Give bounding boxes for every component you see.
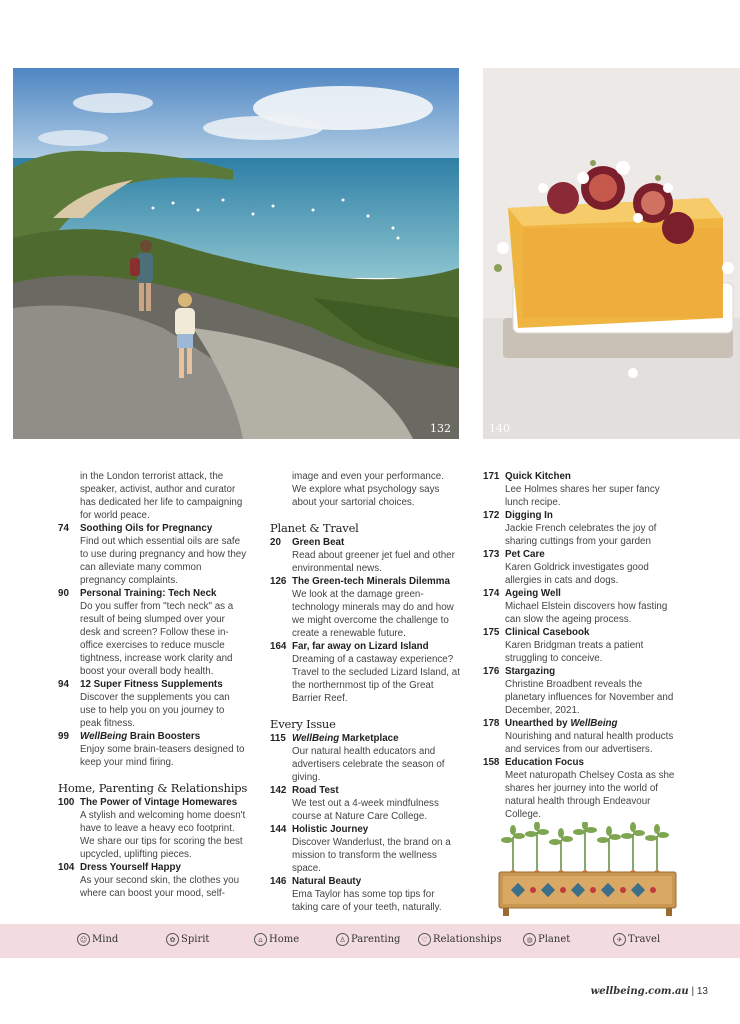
entry-title: Digging In — [505, 510, 553, 521]
entry-description: We look at the damage green-technology minerals may do and how we might overcome the challenge to create a renewable future. — [292, 589, 454, 639]
section-title: Planet & Travel — [270, 521, 359, 535]
entry-description: Ema Taylor has some top tips for taking care of your teeth, naturally. — [292, 889, 442, 913]
contents-entry[interactable] — [58, 796, 248, 861]
planet-icon: ◍ — [523, 933, 536, 946]
entry-title: Personal Training: Tech Neck — [80, 588, 217, 599]
continued-text: in the London terrorist attack, the speaker, activist, author and curator has dedicated her life to campaigning for world peace. — [80, 471, 243, 521]
entry-title: Soothing Oils for Pregnancy — [80, 523, 213, 534]
entry-description: Dreaming of a castaway experience? Travel to the secluded Lizard Island, at the northernmost tip of the Great Barrier Reef. — [292, 654, 460, 704]
contents-entry[interactable] — [270, 536, 460, 575]
entry-description: A stylish and welcoming home doesn't have to leave a heavy eco footprint. We share our tips for scoring the best upcycled, uplifting pieces. — [80, 810, 246, 860]
nav-label: Home — [269, 934, 300, 945]
nav-item-spirit[interactable] — [166, 933, 209, 946]
contents-entry[interactable] — [270, 875, 460, 914]
contents-entry[interactable] — [58, 587, 248, 678]
nav-item-parenting[interactable] — [336, 933, 400, 946]
lizard-island-photo — [13, 68, 459, 439]
contents-entry[interactable] — [270, 823, 460, 875]
contents-entry[interactable] — [270, 575, 460, 640]
contents-entry[interactable] — [483, 626, 675, 665]
page-number: 13 — [696, 986, 708, 997]
nav-label: Parenting — [351, 934, 401, 945]
nav-label: Mind — [92, 934, 119, 945]
entry-title: Clinical Casebook — [505, 627, 590, 638]
entry-page-number: 173 — [483, 549, 500, 560]
contents-column-1 — [58, 470, 248, 900]
page-footer — [591, 986, 708, 997]
entry-description: Karen Bridgman treats a patient struggling to conceive. — [505, 640, 644, 664]
entry-title-rest: Brain Boosters — [127, 731, 201, 742]
entry-title — [505, 717, 618, 730]
entry-page-number: 94 — [58, 679, 69, 690]
entry-description: Enjoy some brain-teasers designed to keep your mind firing. — [80, 744, 245, 768]
entry-page-number: 20 — [270, 537, 281, 548]
nav-item-planet[interactable] — [523, 933, 570, 946]
planter-illustration — [495, 822, 680, 918]
travel-icon: ✈ — [613, 933, 626, 946]
home-icon: ⌂ — [254, 933, 267, 946]
nav-label: Spirit — [181, 934, 210, 945]
entry-title: Natural Beauty — [292, 876, 362, 887]
nav-label: Planet — [538, 934, 571, 945]
entry-title-rest: Marketplace — [339, 733, 399, 744]
entry-title: Dress Yourself Happy — [80, 862, 181, 873]
entry-page-number: 175 — [483, 627, 500, 638]
contents-column-2 — [270, 470, 460, 914]
section-title: Home, Parenting & Relationships — [58, 781, 248, 795]
contents-entry[interactable] — [58, 678, 248, 730]
contents-entry[interactable] — [483, 665, 675, 717]
spirit-icon: ✿ — [166, 933, 179, 946]
category-nav-bar — [0, 924, 740, 958]
entry-title: Holistic Journey — [292, 824, 369, 835]
entry-page-number: 171 — [483, 471, 500, 482]
entry-page-number: 74 — [58, 523, 69, 534]
brand-name: WellBeing — [80, 731, 128, 742]
entry-page-number: 172 — [483, 510, 500, 521]
entry-description: Our natural health educators and advertisers celebrate the season of giving. — [292, 746, 445, 783]
entry-description: Find out which essential oils are safe to use during pregnancy and how they can alleviate many common pregnancy complaints. — [80, 536, 247, 586]
entry-title: Ageing Well — [505, 588, 561, 599]
entry-description: Meet naturopath Chelsey Costa as she shares her journey into the world of natural health through Endeavour College. — [505, 770, 675, 820]
contents-entry[interactable] — [270, 640, 460, 705]
contents-column-3 — [483, 470, 675, 821]
entry-title: Road Test — [292, 785, 339, 796]
entry-description: Christine Broadbent reveals the planetary influences for November and December, 2021. — [505, 679, 674, 716]
contents-entry[interactable] — [58, 522, 248, 587]
contents-entry[interactable] — [58, 730, 248, 769]
entry-page-number: 115 — [270, 733, 286, 744]
contents-entry[interactable] — [483, 548, 675, 587]
entry-page-number: 142 — [270, 785, 287, 796]
nav-item-travel[interactable] — [613, 933, 660, 946]
entry-title-rest: Unearthed by — [505, 718, 571, 729]
entry-title — [80, 730, 200, 743]
section-title: Every Issue — [270, 717, 336, 731]
entry-description: Discover Wanderlust, the brand on a mission to transform the wellness space. — [292, 837, 451, 874]
entry-title — [292, 732, 399, 745]
entry-page-number: 104 — [58, 862, 75, 873]
parenting-icon: ♙ — [336, 933, 349, 946]
entry-title: Far, far away on Lizard Island — [292, 641, 429, 652]
nav-item-home[interactable] — [254, 933, 299, 946]
entry-description: Jackie French celebrates the joy of sharing cuttings from your garden — [505, 523, 657, 547]
entry-page-number: 178 — [483, 718, 500, 729]
entry-description: We test out a 4-week mindfulness course at Nature Care College. — [292, 798, 439, 822]
entry-title: The Power of Vintage Homewares — [80, 797, 238, 808]
entry-title: Quick Kitchen — [505, 471, 571, 482]
entry-title: The Green-tech Minerals Dilemma — [292, 576, 450, 587]
nav-item-relationships[interactable] — [418, 933, 502, 946]
brand-name: WellBeing — [292, 733, 340, 744]
entry-description: Read about greener jet fuel and other environmental news. — [292, 550, 455, 574]
mind-icon: ☺ — [77, 933, 90, 946]
entry-page-number: 176 — [483, 666, 500, 677]
entry-description: Do you suffer from "tech neck" as a result of being slumped over your desk and screen? Follow these in-office exercises to reduce muscle tightness, increase work clarity and boost your overall body health. — [80, 601, 234, 677]
entry-page-number: 126 — [270, 576, 287, 587]
entry-page-number: 90 — [58, 588, 69, 599]
entry-page-number: 164 — [270, 641, 287, 652]
entry-page-number: 174 — [483, 588, 500, 599]
contents-entry[interactable] — [483, 509, 675, 548]
entry-page-number: 144 — [270, 824, 287, 835]
contents-entry[interactable] — [58, 861, 248, 900]
entry-page-number: 158 — [483, 757, 500, 768]
contents-entry[interactable] — [483, 717, 675, 756]
fig-terrine-photo — [483, 68, 740, 439]
entry-title: Pet Care — [505, 549, 545, 560]
entry-title: 12 Super Fitness Supplements — [80, 679, 223, 690]
entry-title: Education Focus — [505, 757, 584, 768]
entry-description: Discover the supplements you can use to help you on you journey to peak fitness. — [80, 692, 230, 729]
photo-page-number: 140 — [489, 422, 510, 435]
entry-title: Green Beat — [292, 537, 345, 548]
heart-icon: ♡ — [418, 933, 431, 946]
entry-description: Lee Holmes shares her super fancy lunch recipe. — [505, 484, 660, 508]
website-url: wellbeing.com.au — [590, 986, 689, 997]
contents-entry[interactable] — [483, 470, 675, 509]
contents-entry[interactable] — [270, 732, 460, 784]
entry-description: Karen Goldrick investigates good allergies in cats and dogs. — [505, 562, 649, 586]
entry-description: Michael Elstein discovers how fasting can slow the ageing process. — [505, 601, 668, 625]
nav-label: Relationships — [433, 934, 502, 945]
nav-item-mind[interactable] — [77, 933, 118, 946]
brand-name: WellBeing — [570, 718, 618, 729]
entry-page-number: 100 — [58, 797, 75, 808]
contents-entry[interactable] — [483, 756, 675, 821]
footer-separator: | — [691, 986, 695, 997]
entry-description: Nourishing and natural health products and services from our advertisers. — [505, 731, 674, 755]
entry-description: As your second skin, the clothes you where can boost your mood, self- — [80, 875, 240, 899]
nav-label: Travel — [628, 934, 661, 945]
contents-entry[interactable] — [483, 587, 675, 626]
entry-page-number: 146 — [270, 876, 287, 887]
contents-entry[interactable] — [270, 784, 460, 823]
photo-page-number: 132 — [430, 422, 451, 435]
continued-text: image and even your performance. We explore what psychology says about your sartorial choices. — [292, 471, 444, 508]
entry-title: Stargazing — [505, 666, 556, 677]
entry-page-number: 99 — [58, 731, 69, 742]
